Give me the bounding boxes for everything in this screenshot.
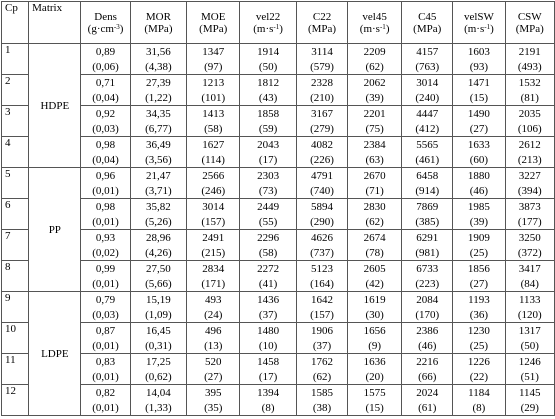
sd-value-cell: (39)	[453, 214, 505, 230]
mean-value-cell: 2035	[505, 106, 554, 122]
cp-cell: 7	[2, 230, 29, 261]
mean-value-cell: 2566	[187, 168, 240, 184]
sd-value-cell: (50)	[505, 338, 554, 354]
sd-value-cell: (0,03)	[81, 307, 130, 323]
sd-value-cell: (0,01)	[81, 338, 130, 354]
sd-value-cell: (66)	[402, 369, 453, 385]
sd-value-cell: (50)	[240, 59, 297, 75]
sd-value-cell: (170)	[402, 307, 453, 323]
sd-value-cell: (46)	[402, 338, 453, 354]
sd-value-cell: (106)	[505, 121, 554, 137]
cp-cell: 12	[2, 385, 29, 416]
mean-value-cell: 3250	[505, 230, 554, 246]
mean-value-cell: 2216	[402, 354, 453, 370]
sd-value-cell: (46)	[453, 183, 505, 199]
cp-cell: 3	[2, 106, 29, 137]
mean-value-cell: 395	[187, 385, 240, 401]
mean-value-cell: 2670	[348, 168, 402, 184]
mean-value-cell: 36,49	[130, 137, 187, 153]
sd-value-cell: (3,56)	[130, 152, 187, 168]
mean-value-cell: 1471	[453, 75, 505, 91]
header-c22: C22 (MPa)	[296, 2, 347, 44]
table-row-sd	[2, 276, 555, 292]
table-row	[2, 44, 555, 60]
sd-value-cell: (579)	[296, 59, 347, 75]
table-row	[2, 323, 555, 339]
mean-value-cell: 6733	[402, 261, 453, 277]
mean-value-cell: 3014	[402, 75, 453, 91]
header-vel45: vel45 $(m\cdot s^{-1})$	[348, 2, 402, 44]
mean-value-cell: 2491	[187, 230, 240, 246]
mean-value-cell: 3873	[505, 199, 554, 215]
mean-value-cell: 5894	[296, 199, 347, 215]
cp-cell: 5	[2, 168, 29, 199]
sd-value-cell: (157)	[296, 307, 347, 323]
sd-value-cell: (35)	[187, 400, 240, 416]
cp-cell: 2	[2, 75, 29, 106]
sd-value-cell: (0,06)	[81, 59, 130, 75]
sd-value-cell: (59)	[240, 121, 297, 137]
sd-value-cell: (213)	[505, 152, 554, 168]
mean-value-cell: 2191	[505, 44, 554, 60]
sd-value-cell: (1,22)	[130, 90, 187, 106]
table-row	[2, 354, 555, 370]
sd-value-cell: (1,33)	[130, 400, 187, 416]
sd-value-cell: (25)	[453, 245, 505, 261]
mean-value-cell: 17,25	[130, 354, 187, 370]
sd-value-cell: (55)	[240, 214, 297, 230]
sd-value-cell: (62)	[348, 59, 402, 75]
header-vel22: vel22 $(m\cdot s^{-1})$	[240, 2, 297, 44]
sd-value-cell: (27)	[453, 121, 505, 137]
sd-value-cell: (101)	[187, 90, 240, 106]
mean-value-cell: 21,47	[130, 168, 187, 184]
mean-value-cell: 0,98	[81, 199, 130, 215]
sd-value-cell: (29)	[505, 400, 554, 416]
table-row-sd	[2, 121, 555, 137]
sd-value-cell: (13)	[187, 338, 240, 354]
sd-value-cell: (4,26)	[130, 245, 187, 261]
table-body	[2, 44, 555, 416]
mean-value-cell: 1347	[187, 44, 240, 60]
cp-cell: 9	[2, 292, 29, 323]
sd-value-cell: (0,01)	[81, 183, 130, 199]
mean-value-cell: 1762	[296, 354, 347, 370]
sd-value-cell: (157)	[187, 214, 240, 230]
cp-cell: 4	[2, 137, 29, 168]
mean-value-cell: 1585	[296, 385, 347, 401]
mean-value-cell: 1145	[505, 385, 554, 401]
sd-value-cell: (5,26)	[130, 214, 187, 230]
table-row	[2, 75, 555, 91]
sd-value-cell: (63)	[348, 152, 402, 168]
table-row	[2, 261, 555, 277]
mean-value-cell: 14,04	[130, 385, 187, 401]
sd-value-cell: (914)	[402, 183, 453, 199]
sd-value-cell: (58)	[240, 245, 297, 261]
mean-value-cell: 0,92	[81, 106, 130, 122]
sd-value-cell: (61)	[402, 400, 453, 416]
sd-value-cell: (114)	[187, 152, 240, 168]
mean-value-cell: 1603	[453, 44, 505, 60]
sd-value-cell: (60)	[453, 152, 505, 168]
sd-value-cell: (120)	[505, 307, 554, 323]
mean-value-cell: 1856	[453, 261, 505, 277]
mean-value-cell: 1230	[453, 323, 505, 339]
sd-value-cell: (1,09)	[130, 307, 187, 323]
sd-value-cell: (58)	[187, 121, 240, 137]
sd-value-cell: (394)	[505, 183, 554, 199]
sd-value-cell: (20)	[348, 369, 402, 385]
table-row-sd	[2, 214, 555, 230]
mean-value-cell: 2612	[505, 137, 554, 153]
sd-value-cell: (37)	[296, 338, 347, 354]
mean-value-cell: 1858	[240, 106, 297, 122]
mean-value-cell: 2084	[402, 292, 453, 308]
sd-value-cell: (4,38)	[130, 59, 187, 75]
mean-value-cell: 2328	[296, 75, 347, 91]
sd-value-cell: (0,62)	[130, 369, 187, 385]
sd-value-cell: (75)	[348, 121, 402, 137]
mean-value-cell: 15,19	[130, 292, 187, 308]
cp-cell: 8	[2, 261, 29, 292]
mean-value-cell: 1642	[296, 292, 347, 308]
mean-value-cell: 1436	[240, 292, 297, 308]
mean-value-cell: 28,96	[130, 230, 187, 246]
sd-value-cell: (246)	[187, 183, 240, 199]
mean-value-cell: 0,87	[81, 323, 130, 339]
mean-value-cell: 27,39	[130, 75, 187, 91]
mean-value-cell: 496	[187, 323, 240, 339]
mean-value-cell: 6291	[402, 230, 453, 246]
sd-value-cell: (62)	[296, 369, 347, 385]
sd-value-cell: (78)	[348, 245, 402, 261]
mean-value-cell: 1914	[240, 44, 297, 60]
sd-value-cell: (39)	[348, 90, 402, 106]
sd-value-cell: (177)	[505, 214, 554, 230]
mean-value-cell: 1184	[453, 385, 505, 401]
mean-value-cell: 35,82	[130, 199, 187, 215]
mean-value-cell: 5123	[296, 261, 347, 277]
sd-value-cell: (412)	[402, 121, 453, 137]
mean-value-cell: 2201	[348, 106, 402, 122]
table-row-sd	[2, 59, 555, 75]
sd-value-cell: (6,77)	[130, 121, 187, 137]
header-cp: Cp	[2, 2, 29, 44]
sd-value-cell: (8)	[240, 400, 297, 416]
header-csw: CSW (MPa)	[505, 2, 554, 44]
mean-value-cell: 2386	[402, 323, 453, 339]
sd-value-cell: (10)	[240, 338, 297, 354]
cp-cell: 10	[2, 323, 29, 354]
sd-value-cell: (372)	[505, 245, 554, 261]
mean-value-cell: 4791	[296, 168, 347, 184]
header-moe: MOE (MPa)	[187, 2, 240, 44]
mean-value-cell: 2043	[240, 137, 297, 153]
sd-value-cell: (41)	[240, 276, 297, 292]
sd-value-cell: (42)	[348, 276, 402, 292]
mean-value-cell: 2834	[187, 261, 240, 277]
sd-value-cell: (5,66)	[130, 276, 187, 292]
mean-value-cell: 2605	[348, 261, 402, 277]
table-row	[2, 385, 555, 401]
mean-value-cell: 1909	[453, 230, 505, 246]
mean-value-cell: 1880	[453, 168, 505, 184]
mean-value-cell: 1627	[187, 137, 240, 153]
sd-value-cell: (43)	[240, 90, 297, 106]
table-row	[2, 168, 555, 184]
sd-value-cell: (215)	[187, 245, 240, 261]
sd-value-cell: (8)	[453, 400, 505, 416]
sd-value-cell: (27)	[453, 276, 505, 292]
sd-value-cell: (171)	[187, 276, 240, 292]
mean-value-cell: 1193	[453, 292, 505, 308]
sd-value-cell: (0,01)	[81, 214, 130, 230]
sd-value-cell: (763)	[402, 59, 453, 75]
sd-value-cell: (0,02)	[81, 245, 130, 261]
sd-value-cell: (290)	[296, 214, 347, 230]
mean-value-cell: 520	[187, 354, 240, 370]
mean-value-cell: 1413	[187, 106, 240, 122]
mean-value-cell: 2209	[348, 44, 402, 60]
sd-value-cell: (9)	[348, 338, 402, 354]
header-dens: Dens $(g\cdot cm^{-3})$	[81, 2, 130, 44]
header-c45: C45 (MPa)	[402, 2, 453, 44]
sd-value-cell: (97)	[187, 59, 240, 75]
mean-value-cell: 1812	[240, 75, 297, 91]
mean-value-cell: 7869	[402, 199, 453, 215]
mean-value-cell: 1458	[240, 354, 297, 370]
mean-value-cell: 1394	[240, 385, 297, 401]
mean-value-cell: 4626	[296, 230, 347, 246]
sd-value-cell: (0,04)	[81, 90, 130, 106]
sd-value-cell: (84)	[505, 276, 554, 292]
mean-value-cell: 1213	[187, 75, 240, 91]
header-velsw: velSW $(m\cdot s^{-1})$	[453, 2, 505, 44]
sd-value-cell: (36)	[453, 307, 505, 323]
mean-value-cell: 1619	[348, 292, 402, 308]
sd-value-cell: (0,31)	[130, 338, 187, 354]
mean-value-cell: 5565	[402, 137, 453, 153]
mean-value-cell: 1226	[453, 354, 505, 370]
mean-value-cell: 2449	[240, 199, 297, 215]
table-row	[2, 106, 555, 122]
sd-value-cell: (240)	[402, 90, 453, 106]
mean-value-cell: 3417	[505, 261, 554, 277]
sd-value-cell: (981)	[402, 245, 453, 261]
mean-value-cell: 2303	[240, 168, 297, 184]
sd-value-cell: (493)	[505, 59, 554, 75]
sd-value-cell: (25)	[453, 338, 505, 354]
sd-value-cell: (737)	[296, 245, 347, 261]
mean-value-cell: 1906	[296, 323, 347, 339]
mean-value-cell: 1532	[505, 75, 554, 91]
mean-value-cell: 34,35	[130, 106, 187, 122]
mean-value-cell: 3014	[187, 199, 240, 215]
sd-value-cell: (0,04)	[81, 152, 130, 168]
matrix-cell: PP	[29, 168, 81, 292]
sd-value-cell: (71)	[348, 183, 402, 199]
mean-value-cell: 4447	[402, 106, 453, 122]
mean-value-cell: 2674	[348, 230, 402, 246]
header-matrix: Matrix	[29, 2, 81, 44]
mean-value-cell: 0,83	[81, 354, 130, 370]
sd-value-cell: (0,03)	[81, 121, 130, 137]
sd-value-cell: (93)	[453, 59, 505, 75]
header-row	[2, 2, 555, 44]
mean-value-cell: 0,89	[81, 44, 130, 60]
sd-value-cell: (164)	[296, 276, 347, 292]
table-row-sd	[2, 90, 555, 106]
sd-value-cell: (62)	[348, 214, 402, 230]
mean-value-cell: 493	[187, 292, 240, 308]
table-row-sd	[2, 307, 555, 323]
mean-value-cell: 0,93	[81, 230, 130, 246]
mean-value-cell: 1133	[505, 292, 554, 308]
data-table	[1, 1, 555, 416]
cp-cell: 11	[2, 354, 29, 385]
table-row-sd	[2, 338, 555, 354]
mean-value-cell: 1575	[348, 385, 402, 401]
mean-value-cell: 2062	[348, 75, 402, 91]
matrix-cell: LDPE	[29, 292, 81, 416]
table-row	[2, 292, 555, 308]
sd-value-cell: (17)	[240, 152, 297, 168]
mean-value-cell: 1490	[453, 106, 505, 122]
sd-value-cell: (210)	[296, 90, 347, 106]
sd-value-cell: (385)	[402, 214, 453, 230]
table-row-sd	[2, 400, 555, 416]
mean-value-cell: 2830	[348, 199, 402, 215]
mean-value-cell: 3227	[505, 168, 554, 184]
mean-value-cell: 1480	[240, 323, 297, 339]
sd-value-cell: (740)	[296, 183, 347, 199]
sd-value-cell: (0,01)	[81, 276, 130, 292]
sd-value-cell: (22)	[453, 369, 505, 385]
sd-value-cell: (461)	[402, 152, 453, 168]
mean-value-cell: 0,99	[81, 261, 130, 277]
sd-value-cell: (226)	[296, 152, 347, 168]
mean-value-cell: 31,56	[130, 44, 187, 60]
mean-value-cell: 0,96	[81, 168, 130, 184]
mean-value-cell: 4157	[402, 44, 453, 60]
table-row	[2, 230, 555, 246]
mean-value-cell: 1636	[348, 354, 402, 370]
sd-value-cell: (37)	[240, 307, 297, 323]
table-row	[2, 137, 555, 153]
mean-value-cell: 2024	[402, 385, 453, 401]
mean-value-cell: 1656	[348, 323, 402, 339]
mean-value-cell: 0,79	[81, 292, 130, 308]
sd-value-cell: (0,01)	[81, 369, 130, 385]
mean-value-cell: 3167	[296, 106, 347, 122]
mean-value-cell: 2272	[240, 261, 297, 277]
mean-value-cell: 2296	[240, 230, 297, 246]
table-row-sd	[2, 245, 555, 261]
table-row	[2, 199, 555, 215]
mean-value-cell: 6458	[402, 168, 453, 184]
table-row-sd	[2, 183, 555, 199]
table-row-sd	[2, 369, 555, 385]
sd-value-cell: (24)	[187, 307, 240, 323]
sd-value-cell: (27)	[187, 369, 240, 385]
sd-value-cell: (81)	[505, 90, 554, 106]
cp-cell: 6	[2, 199, 29, 230]
mean-value-cell: 1246	[505, 354, 554, 370]
mean-value-cell: 1985	[453, 199, 505, 215]
mean-value-cell: 0,71	[81, 75, 130, 91]
mean-value-cell: 1633	[453, 137, 505, 153]
sd-value-cell: (17)	[240, 369, 297, 385]
mean-value-cell: 0,98	[81, 137, 130, 153]
sd-value-cell: (15)	[453, 90, 505, 106]
sd-value-cell: (15)	[348, 400, 402, 416]
mean-value-cell: 16,45	[130, 323, 187, 339]
sd-value-cell: (3,71)	[130, 183, 187, 199]
sd-value-cell: (51)	[505, 369, 554, 385]
table-row-sd	[2, 152, 555, 168]
mean-value-cell: 1317	[505, 323, 554, 339]
sd-value-cell: (279)	[296, 121, 347, 137]
mean-value-cell: 3114	[296, 44, 347, 60]
cp-cell: 1	[2, 44, 29, 75]
header-mor: MOR (MPa)	[130, 2, 187, 44]
mean-value-cell: 4082	[296, 137, 347, 153]
sd-value-cell: (38)	[296, 400, 347, 416]
matrix-cell: HDPE	[29, 44, 81, 168]
mean-value-cell: 2384	[348, 137, 402, 153]
mean-value-cell: 27,50	[130, 261, 187, 277]
sd-value-cell: (30)	[348, 307, 402, 323]
sd-value-cell: (223)	[402, 276, 453, 292]
sd-value-cell: (0,01)	[81, 400, 130, 416]
sd-value-cell: (73)	[240, 183, 297, 199]
mean-value-cell: 0,82	[81, 385, 130, 401]
